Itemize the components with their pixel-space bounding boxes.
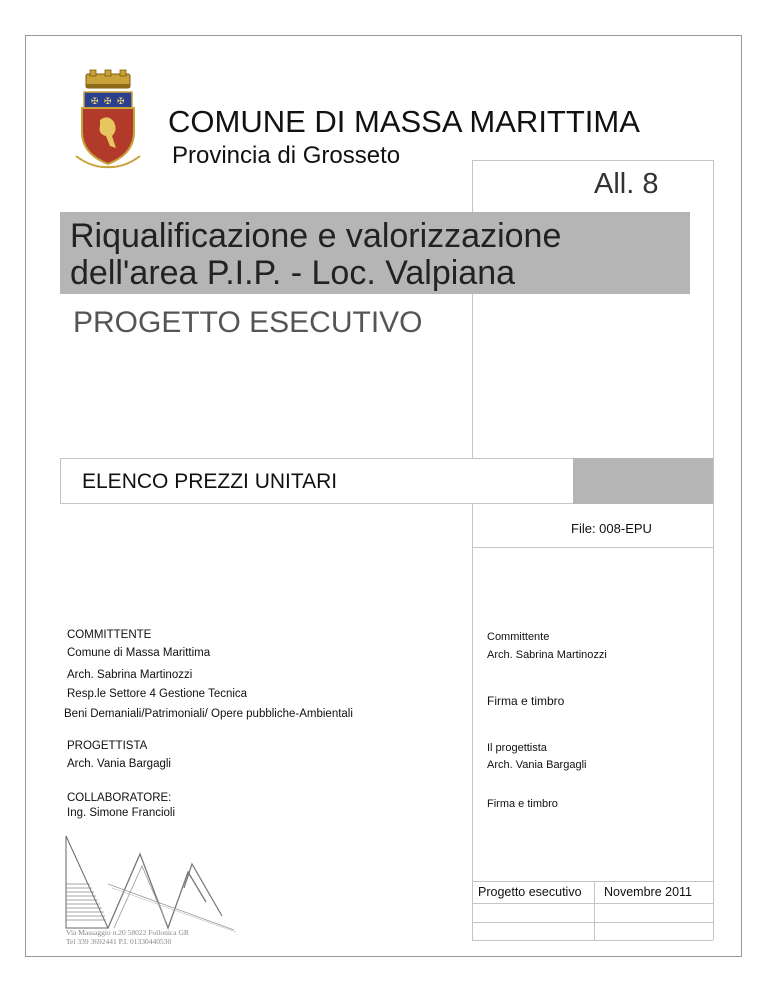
right-committente-person: Arch. Sabrina Martinozzi <box>487 649 607 661</box>
footer-table-rule-3 <box>472 922 713 923</box>
right-committente-label: Committente <box>487 631 550 643</box>
studio-logo-icon <box>64 832 240 930</box>
project-title-line1: Riqualificazione e valorizzazione <box>70 217 562 255</box>
footer-phase: Progetto esecutivo <box>478 885 582 899</box>
right-progettista-label: Il progettista <box>487 742 547 754</box>
footer-table-rule-4 <box>472 940 713 941</box>
province-subtitle: Provincia di Grosseto <box>172 142 401 169</box>
footer-date: Novembre 2011 <box>604 885 693 899</box>
collaboratore-name: Ing. Simone Francioli <box>67 807 176 819</box>
right-column-top-rule <box>472 160 713 161</box>
file-row-rule <box>472 547 713 548</box>
footer-table-rule-2 <box>472 903 713 904</box>
svg-text:✠: ✠ <box>91 97 99 107</box>
collaboratore-label: COLLABORATORE: <box>67 792 172 804</box>
footer-table-rule-1 <box>472 881 713 882</box>
file-code: File: 008-EPU <box>571 521 652 536</box>
project-title-line2: dell'area P.I.P. - Loc. Valpiana <box>70 254 516 292</box>
committente-role-2: Beni Demaniali/Patrimoniali/ Opere pubbliche-Ambientali <box>64 708 353 720</box>
document-title: ELENCO PREZZI UNITARI <box>82 470 338 493</box>
progettista-label: PROGETTISTA <box>67 740 148 752</box>
signature-label-1: Firma e timbro <box>487 694 565 708</box>
project-phase: PROGETTO ESECUTIVO <box>73 306 423 339</box>
committente-label: COMMITTENTE <box>67 629 152 641</box>
coat-of-arms-icon <box>72 70 144 170</box>
committente-role-1: Resp.le Settore 4 Gestione Tecnica <box>67 688 248 700</box>
studio-address-1: Via Massaggio n.20 58022 Follonica GR <box>66 928 189 937</box>
right-progettista-name: Arch. Vania Bargagli <box>487 759 587 771</box>
signature-label-2: Firma e timbro <box>487 798 558 810</box>
right-column-edge <box>713 160 714 940</box>
committente-person: Arch. Sabrina Martinozzi <box>67 669 193 681</box>
committente-name: Comune di Massa Marittima <box>67 647 211 659</box>
svg-text:✠: ✠ <box>104 97 112 107</box>
document-title-box-shade <box>573 458 713 504</box>
svg-text:✠: ✠ <box>117 97 125 107</box>
attachment-number: All. 8 <box>594 168 659 200</box>
studio-address-2: Tel 339 3692441 P.I. 01330440530 <box>66 937 172 946</box>
footer-table-divider <box>594 881 595 940</box>
progettista-name: Arch. Vania Bargagli <box>67 758 171 770</box>
municipality-title: COMUNE DI MASSA MARITTIMA <box>168 104 640 139</box>
